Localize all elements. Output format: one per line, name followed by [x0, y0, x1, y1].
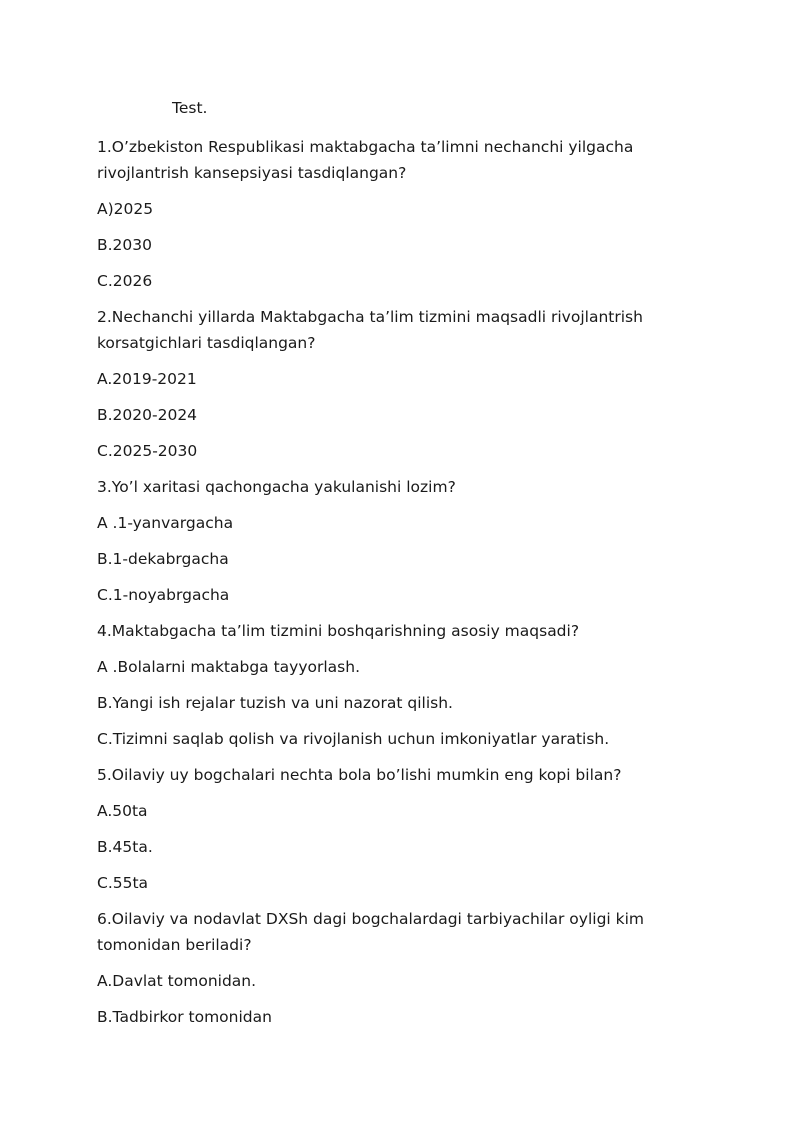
answer-option: B.1-dekabrgacha — [97, 550, 229, 568]
answer-option: C.Tizimni saqlab qolish va rivojlanish uchun imkoniyatlar yaratish. — [97, 730, 610, 748]
question-block — [97, 134, 657, 294]
question-block — [97, 762, 657, 896]
answer-option: A)2025 — [97, 200, 154, 218]
question-text: 1.O’zbekiston Respublikasi maktabgacha ta’limni nechanchi yilgacha rivojlantrish kansepsiyasi tasdiqlangan? — [97, 138, 634, 182]
question-text: 6.Oilaviy va nodavlat DXSh dagi bogchalardagi tarbiyachilar oyligi kim tomonidan beriladi? — [97, 910, 645, 954]
answer-option: B.2030 — [97, 236, 153, 254]
answer-option: A.Davlat tomonidan. — [97, 972, 257, 990]
question-block — [97, 304, 657, 464]
answer-option: B.Tadbirkor tomonidan — [97, 1008, 272, 1026]
question-text: 2.Nechanchi yillarda Maktabgacha ta’lim tizmini maqsadli rivojlantrish korsatgichlari tasdiqlangan? — [97, 308, 643, 352]
answer-option: A .Bolalarni maktabga tayyorlash. — [97, 658, 361, 676]
answer-option: A.2019-2021 — [97, 370, 197, 388]
question-text: 3.Yo’l xaritasi qachongacha yakulanishi lozim? — [97, 478, 456, 496]
question-block — [97, 906, 657, 1030]
answer-option: A.50ta — [97, 802, 148, 820]
document-title: Test. — [172, 99, 208, 117]
answer-option: B.2020-2024 — [97, 406, 198, 424]
questions-list — [97, 134, 657, 1040]
answer-option: C.1-noyabrgacha — [97, 586, 230, 604]
question-block — [97, 618, 657, 752]
answer-option: C.2025-2030 — [97, 442, 198, 460]
answer-option: B.Yangi ish rejalar tuzish va uni nazorat qilish. — [97, 694, 453, 712]
answer-option: B.45ta. — [97, 838, 153, 856]
question-text: 4.Maktabgacha ta’lim tizmini boshqarishning asosiy maqsadi? — [97, 622, 580, 640]
answer-option: C.2026 — [97, 272, 153, 290]
answer-option: A .1-yanvargacha — [97, 514, 234, 532]
question-block — [97, 474, 657, 608]
question-text: 5.Oilaviy uy bogchalari nechta bola bo’lishi mumkin eng kopi bilan? — [97, 766, 622, 784]
answer-option: C.55ta — [97, 874, 149, 892]
